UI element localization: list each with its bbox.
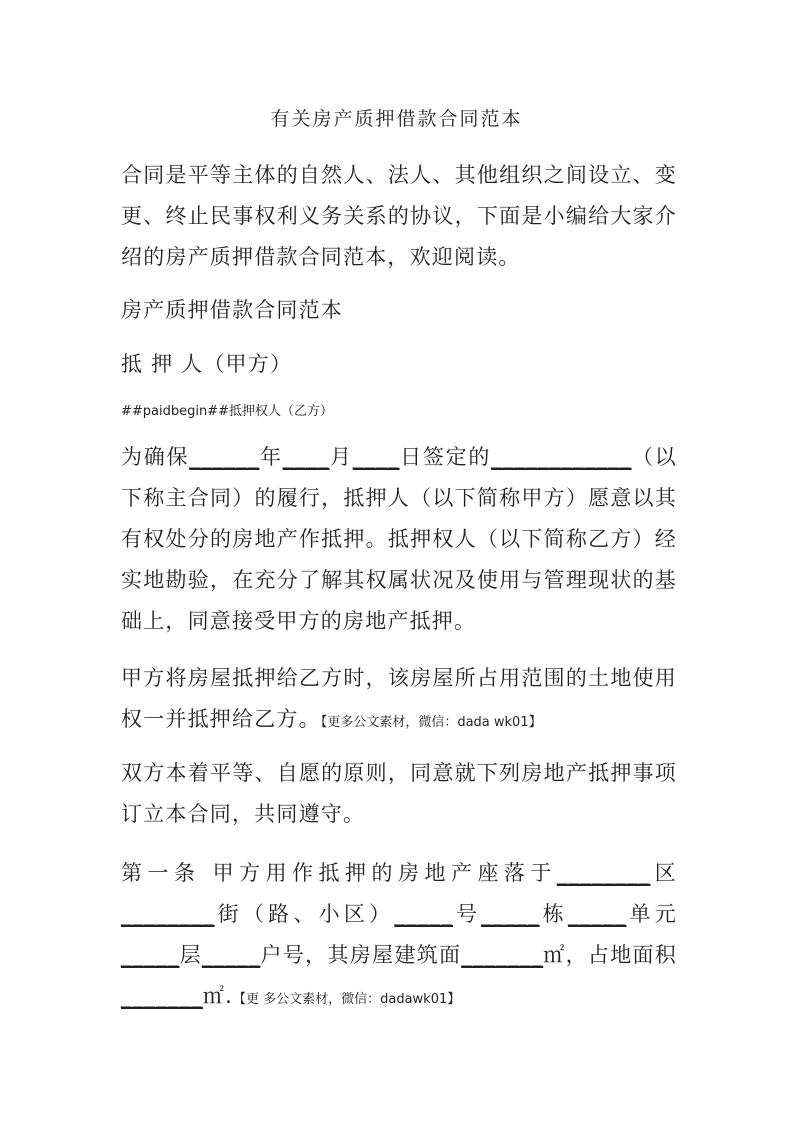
art1-number: 号 bbox=[452, 902, 482, 926]
article-one bbox=[121, 853, 677, 1017]
blank-room: _____ bbox=[201, 943, 261, 967]
document-title: 有关房产质押借款合同范本 bbox=[270, 108, 523, 130]
intro-paragraph: 合同是平等主体的自然人、法人、其他组织之间设立、变更、终止民事权利义务关系的协议，下面是小编给大家介绍的房产质押借款合同范本，欢迎阅读。 bbox=[121, 163, 677, 269]
p1-text-2: （以下称主合同）的履行，抵押人（以下简称甲方）愿意以其有权处分的房地产作抵押。抵押权人（以下简称乙方）经实地勘验，在充分了解其权属状况及使用与管理现状的基础上，同意接受甲方的房地产抵押。 bbox=[121, 445, 677, 633]
art1-unit: 单元 bbox=[626, 902, 677, 926]
blank-district: ________ bbox=[556, 861, 651, 885]
p1-day: 日签定的 bbox=[399, 445, 492, 469]
blank-building: _____ bbox=[481, 902, 540, 926]
art1-text-a: 第一条 甲方用作抵押的房地产座落于 bbox=[121, 861, 557, 885]
blank-number: _____ bbox=[394, 902, 453, 926]
art1-district: 区 bbox=[650, 861, 677, 885]
blank-street: ________ bbox=[121, 902, 215, 926]
art1-area-2: ㎡. bbox=[202, 984, 233, 1008]
blank-contract: ____________ bbox=[491, 445, 632, 469]
party-b-tag: ##paidbegin##抵押权人（乙方） bbox=[121, 404, 334, 419]
blank-building-area: _______ bbox=[461, 943, 544, 967]
art1-room: 户号，其房屋建筑面 bbox=[260, 943, 462, 967]
blank-floor: _____ bbox=[121, 943, 180, 967]
p1-year: 年 bbox=[259, 445, 283, 469]
section-subtitle: 房产质押借款合同范本 bbox=[121, 298, 343, 322]
p1-text-1: 为确保 bbox=[121, 445, 190, 469]
art1-floor: 层 bbox=[179, 943, 202, 967]
paragraph-principle: 双方本着平等、自愿的原则，同意就下列房地产抵押事项订立本合同，共同遵守。 bbox=[121, 761, 677, 826]
art1-street: 街（路、小区） bbox=[214, 902, 395, 926]
blank-day: ____ bbox=[352, 445, 400, 469]
paragraph-guarantee bbox=[121, 437, 677, 642]
paragraph-land-right bbox=[121, 658, 677, 740]
p2-note: 【更多公文素材，微信：dada wk01】 bbox=[320, 715, 542, 730]
blank-year: ______ bbox=[189, 445, 260, 469]
blank-land-area: _______ bbox=[121, 984, 203, 1008]
party-a-line: 抵 押 人（甲方） bbox=[121, 352, 293, 376]
art1-note: 【更 多公文素材，微信：dadawk01】 bbox=[232, 992, 461, 1007]
art1-area-1: ㎡，占地面积 bbox=[543, 943, 677, 967]
p2-text: 甲方将房屋抵押给乙方时，该房屋所占用范围的土地使用权一并抵押给乙方。 bbox=[121, 666, 677, 731]
blank-unit: _____ bbox=[568, 902, 627, 926]
blank-month: ____ bbox=[282, 445, 330, 469]
art1-building: 栋 bbox=[539, 902, 568, 926]
p1-month: 月 bbox=[329, 445, 353, 469]
